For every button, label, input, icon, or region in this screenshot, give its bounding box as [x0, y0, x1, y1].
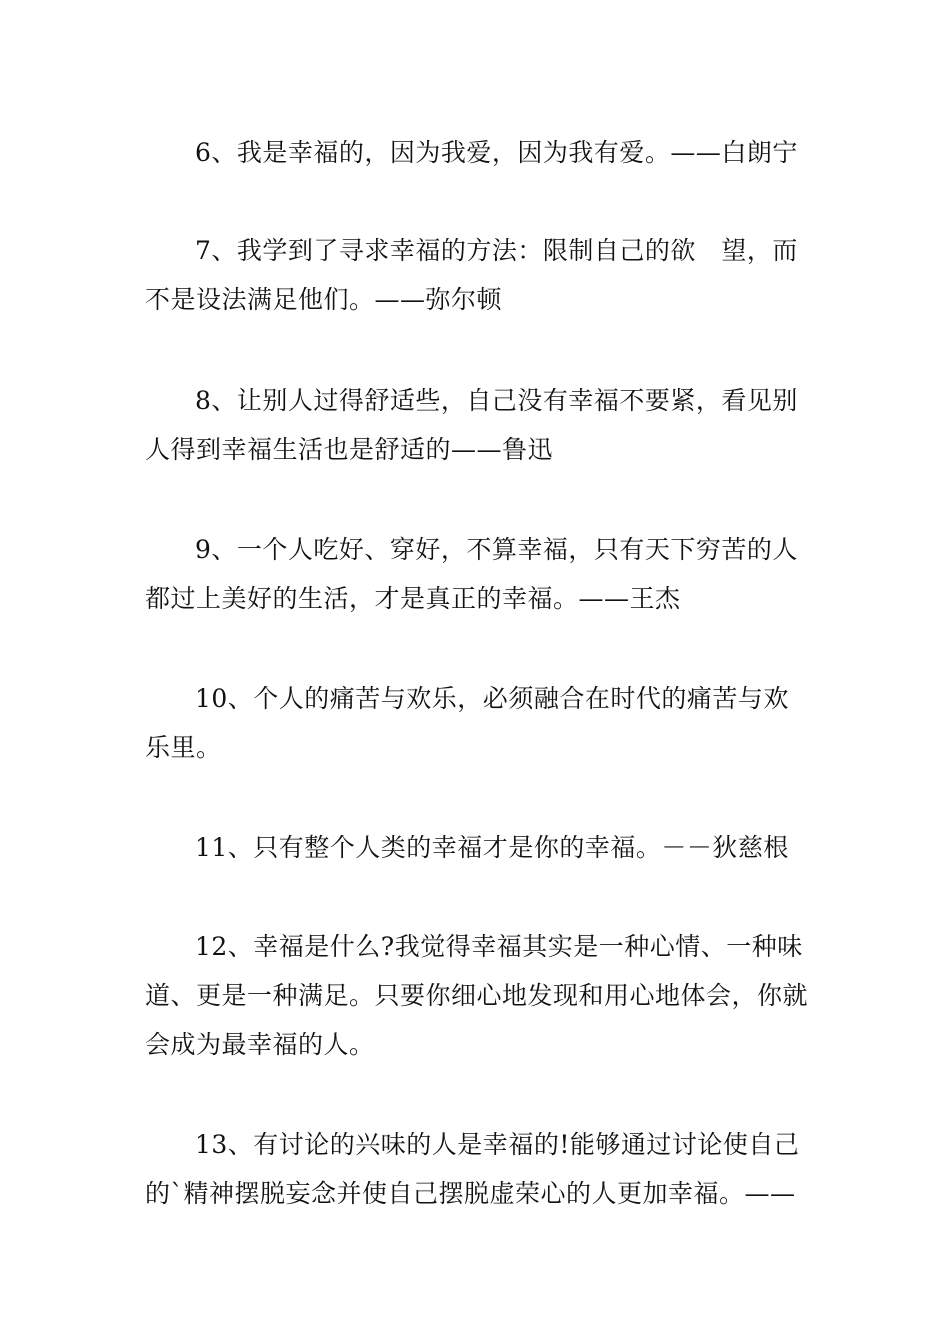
quote-paragraph-11: 11、只有整个人类的幸福才是你的幸福。－－狄慈根 — [195, 833, 789, 862]
quote-paragraph-6: 6、我是幸福的，因为我爱，因为我有爱。——白朗宁 — [195, 138, 798, 167]
quote-paragraph-7: 7、我学到了寻求幸福的方法：限制自己的欲 望，而不是设法满足他们。——弥尔顿 — [145, 236, 798, 314]
quote-paragraph-9: 9、一个人吃好、穿好，不算幸福，只有天下穷苦的人都过上美好的生活，才是真正的幸福。——王杰 — [145, 535, 798, 613]
quote-paragraph-13: 13、有讨论的兴味的人是幸福的!能够通过讨论使自己的`精神摆脱妄念并使自己摆脱虚荣心的人更加幸福。—— — [145, 1130, 800, 1208]
quote-paragraph-8: 8、让别人过得舒适些，自己没有幸福不要紧，看见别人得到幸福生活也是舒适的——鲁迅 — [145, 386, 798, 464]
quote-paragraph-12: 12、幸福是什么?我觉得幸福其实是一种心情、一种味道、更是一种满足。只要你细心地发现和用心地体会，你就会成为最幸福的人。 — [145, 932, 809, 1059]
quote-paragraph-10: 10、个人的痛苦与欢乐，必须融合在时代的痛苦与欢乐里。 — [145, 684, 789, 762]
